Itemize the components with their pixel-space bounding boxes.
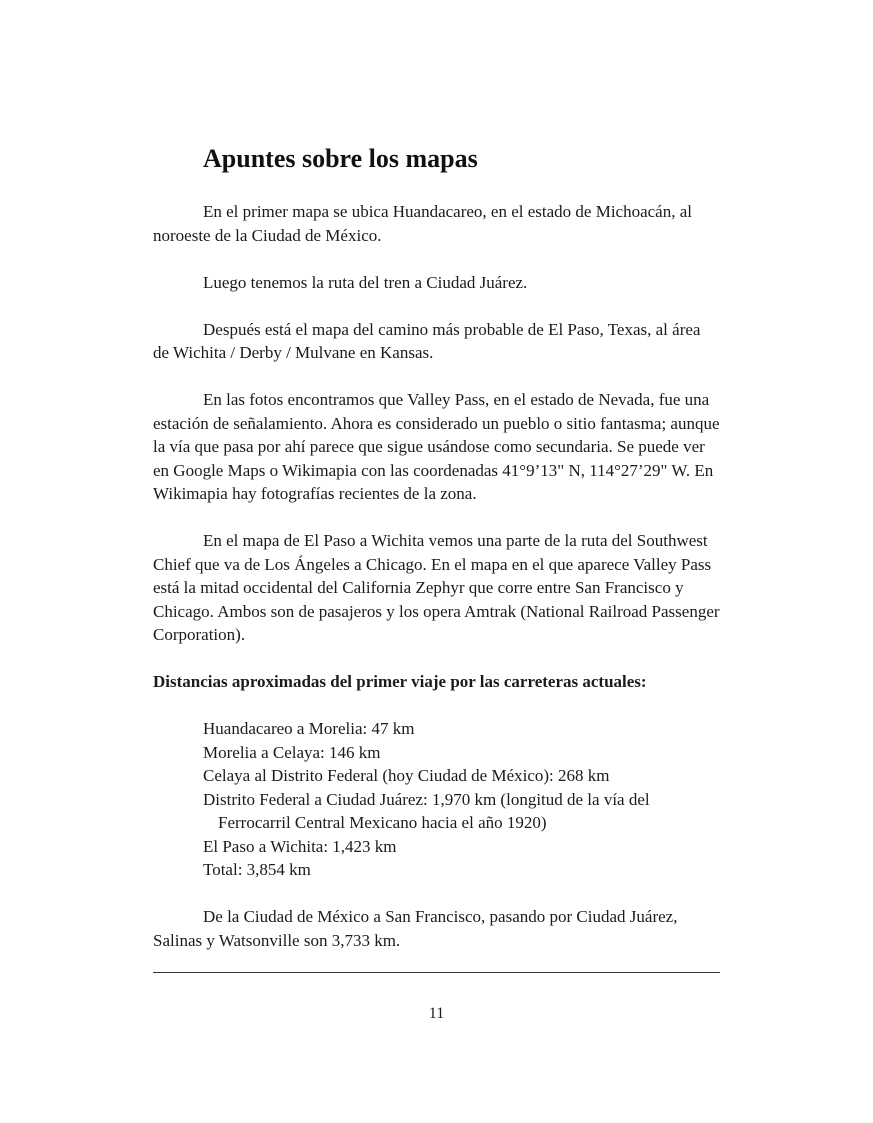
distance-item: Huandacareo a Morelia: 47 km <box>203 719 415 738</box>
distance-item: El Paso a Wichita: 1,423 km <box>203 836 397 856</box>
paragraph-valley-pass: En las fotos encontramos que Valley Pass, en el estado de Nevada, fue una estación de señalamiento. Ahora es considerado un pueblo o sitio fantasma; aunque la vía que pasa por ahí parece que sigue usándose como secundaria. Se puede ver en Google Maps o Wikimapia con las coordenadas 41°9’13" N, 114°27’29" W. En Wikimapia hay fotografías recientes de la zona. <box>153 390 720 503</box>
paragraph-amtrak-routes: En el mapa de El Paso a Wichita vemos una parte de la ruta del Southwest Chief que va de Los Ángeles a Chicago. En el mapa en el que aparece Valley Pass está la mitad occidental del California Zephyr que corre entre San Francisco y Chicago. Ambos son de pasajeros y los opera Amtrak (National Railroad Passenger Corporation). <box>153 531 720 644</box>
distance-item: Total: 3,854 km <box>203 860 311 879</box>
page-title: Apuntes sobre los mapas <box>203 144 478 173</box>
paragraph-first-map: En el primer mapa se ubica Huandacareo, en el estado de Michoacán, al noroeste de la Ciudad de México. <box>153 202 692 245</box>
paragraph-train-route: Luego tenemos la ruta del tren a Ciudad Juárez. <box>203 272 528 292</box>
distance-item: Morelia a Celaya: 146 km <box>203 742 381 762</box>
paragraph-el-paso-map: Después está el mapa del camino más probable de El Paso, Texas, al área de Wichita / Derby / Mulvane en Kansas. <box>153 319 701 362</box>
paragraph-closing: De la Ciudad de México a San Francisco, pasando por Ciudad Juárez, Salinas y Watsonville son 3,733 km. <box>153 907 678 950</box>
distance-item: Distrito Federal a Ciudad Juárez: 1,970 km (longitud de la vía del Ferrocarril Central Mexicano hacia el año 1920) <box>203 789 650 832</box>
page-number: 11 <box>428 1005 445 1022</box>
distance-item: Celaya al Distrito Federal (hoy Ciudad de México): 268 km <box>203 766 610 785</box>
distances-list <box>153 717 720 882</box>
page-content <box>153 142 720 976</box>
footer-divider <box>153 972 720 973</box>
distances-heading: Distancias aproximadas del primer viaje por las carreteras actuales: <box>153 672 647 691</box>
